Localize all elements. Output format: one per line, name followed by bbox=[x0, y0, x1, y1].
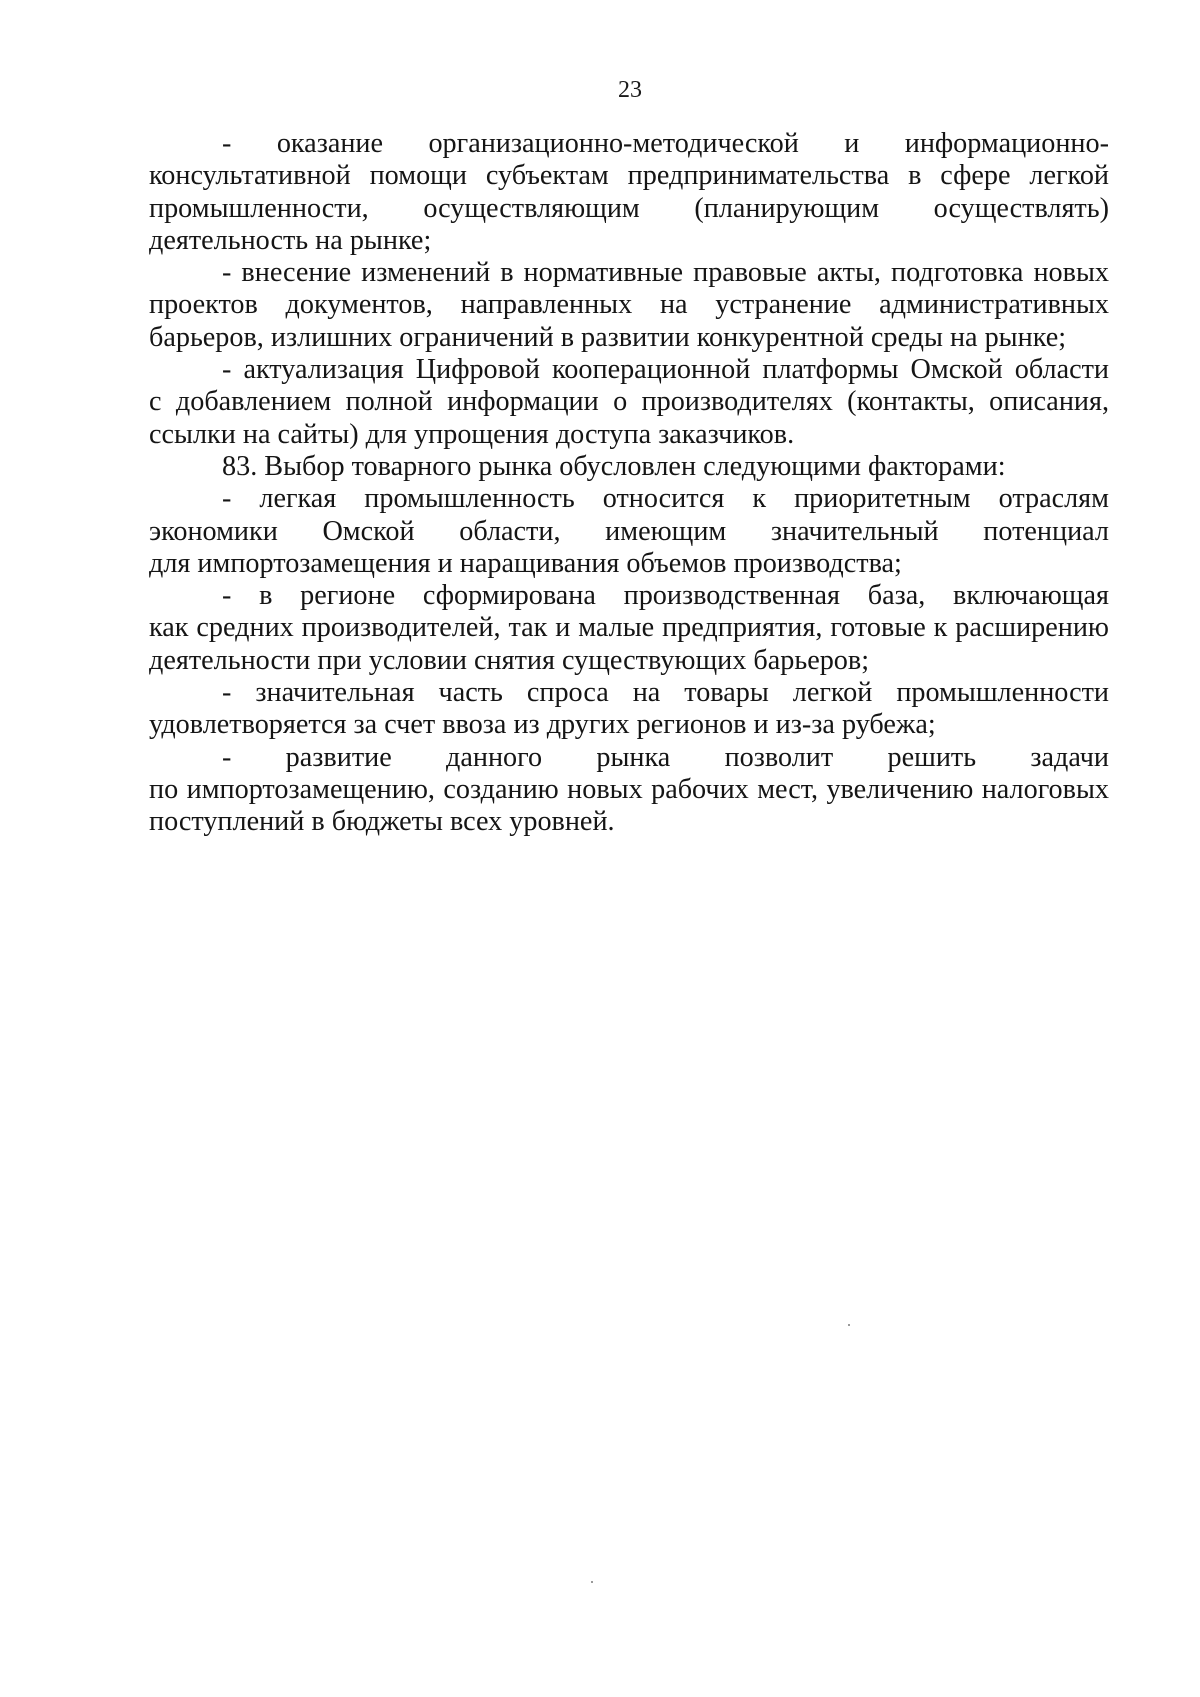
text-line: - актуализация Цифровой кооперационной платформы Омской области bbox=[222, 354, 1109, 386]
paragraph-clause-83 bbox=[149, 451, 1109, 483]
text-line: поступлений в бюджеты всех уровней. bbox=[149, 806, 615, 838]
text-line: - оказание организационно-методической и информационно- bbox=[222, 128, 1109, 159]
text-line: 83. Выбор товарного рынка обусловлен следующими факторами: bbox=[222, 450, 1006, 482]
paragraph-factor-base bbox=[149, 580, 1109, 677]
text-line: ссылки на сайты) для упрощения доступа заказчиков. bbox=[149, 418, 795, 450]
scan-speck bbox=[591, 1581, 593, 1583]
paragraph-item-consulting bbox=[149, 128, 1109, 257]
text-line: - значительная часть спроса на товары легкой промышленности bbox=[222, 677, 1109, 709]
paragraph-factor-development bbox=[149, 742, 1109, 839]
text-line: как средних производителей, так и малые предприятия, готовые к расширению bbox=[149, 612, 1109, 644]
text-line: по импортозамещению, созданию новых рабочих мест, увеличению налоговых bbox=[149, 773, 1109, 805]
text-line: проектов документов, направленных на устранение административных bbox=[149, 289, 1109, 321]
paragraph-item-platform bbox=[149, 354, 1109, 451]
text-line: барьеров, излишних ограничений в развитии конкурентной среды на рынке; bbox=[149, 321, 1067, 353]
text-line: деятельность на рынке; bbox=[149, 224, 432, 256]
page-number: 23 bbox=[618, 77, 642, 103]
paragraph-item-regulation bbox=[149, 257, 1109, 354]
text-line: - легкая промышленность относится к приоритетным отраслям bbox=[222, 483, 1109, 515]
paragraph-factor-demand bbox=[149, 677, 1109, 742]
paragraph-factor-priority bbox=[149, 483, 1109, 580]
text-line: экономики Омской области, имеющим значительный потенциал bbox=[149, 515, 1109, 547]
text-line: консультативной помощи субъектам предпринимательства в сфере легкой bbox=[149, 160, 1109, 192]
document-body bbox=[149, 128, 1109, 839]
text-line: деятельности при условии снятия существующих барьеров; bbox=[149, 644, 870, 676]
scan-speck bbox=[848, 1324, 850, 1326]
text-line: с добавлением полной информации о производителях (контакты, описания, bbox=[149, 386, 1109, 418]
text-line: промышленности, осуществляющим (планирующим осуществлять) bbox=[149, 192, 1109, 224]
text-line: для импортозамещения и наращивания объемов производства; bbox=[149, 547, 902, 579]
text-line: - внесение изменений в нормативные правовые акты, подготовка новых bbox=[222, 257, 1109, 289]
text-line: - в регионе сформирована производственная база, включающая bbox=[222, 580, 1109, 612]
text-line: удовлетворяется за счет ввоза из других регионов и из-за рубежа; bbox=[149, 709, 936, 741]
text-line: - развитие данного рынка позволит решить задачи bbox=[222, 741, 1109, 773]
